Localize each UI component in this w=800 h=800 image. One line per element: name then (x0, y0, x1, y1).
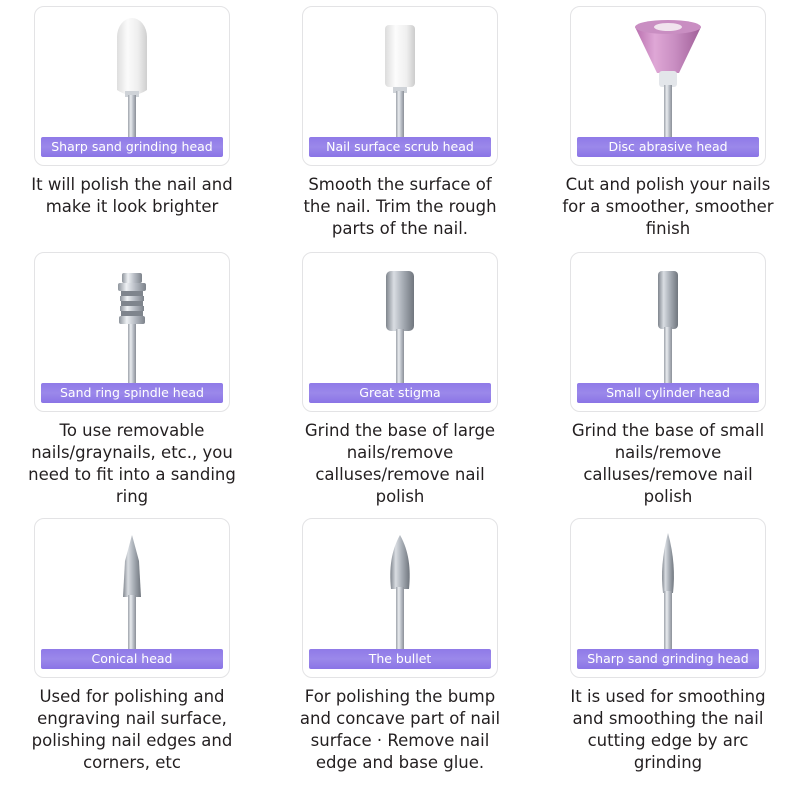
bit-label: Sharp sand grinding head (577, 649, 759, 669)
bit-label: Nail surface scrub head (309, 137, 491, 157)
bit-card[interactable] (302, 518, 498, 678)
bit-row (8, 518, 792, 774)
bit-label: The bullet (309, 649, 491, 669)
small-barrel-diamond-icon (613, 261, 723, 391)
bit-label: Sand ring spindle head (41, 383, 223, 403)
large-barrel-diamond-icon (345, 261, 455, 391)
bit-row (8, 252, 792, 508)
bit-description: Cut and polish your nails for a smoother, smoother finish (562, 175, 774, 238)
bit-cell (544, 6, 792, 240)
bit-cell (276, 518, 524, 774)
bit-card[interactable] (34, 252, 230, 412)
bit-cell (8, 518, 256, 774)
bit-description: For polishing the bump and concave part of nail surface · Remove nail edge and base glue. (299, 687, 501, 772)
bit-row (8, 6, 792, 240)
bullet-flame-diamond-icon (345, 527, 455, 657)
bit-label: Conical head (41, 649, 223, 669)
bit-label: Sharp sand grinding head (41, 137, 223, 157)
bit-description: Used for polishing and engraving nail surface, polishing nail edges and corners, etc (31, 687, 233, 772)
bit-card[interactable] (570, 6, 766, 166)
bit-card[interactable] (34, 518, 230, 678)
bit-cell (8, 6, 256, 240)
bit-cell (544, 518, 792, 774)
bit-cell (8, 252, 256, 508)
ribbed-spindle-metal-icon (77, 261, 187, 391)
bit-label: Great stigma (309, 383, 491, 403)
bit-card[interactable] (302, 252, 498, 412)
bit-card[interactable] (570, 518, 766, 678)
bit-description: To use removable nails/graynails, etc., you need to fit into a sanding ring (28, 421, 236, 506)
flat-cylinder-white-icon (345, 15, 455, 145)
bit-cell (276, 6, 524, 240)
bit-description: Grind the base of small nails/remove calluses/remove nail polish (571, 421, 765, 506)
bit-description: Smooth the surface of the nail. Trim the rough parts of the nail. (303, 175, 497, 238)
bit-card[interactable] (302, 6, 498, 166)
bit-description: It will polish the nail and make it look brighter (31, 175, 233, 216)
bit-cell (276, 252, 524, 508)
bit-card[interactable] (34, 6, 230, 166)
bit-cell (544, 252, 792, 508)
bit-description: Grind the base of large nails/remove calluses/remove nail polish (304, 421, 496, 506)
bit-label: Disc abrasive head (577, 137, 759, 157)
pink-cone-disc-icon (613, 15, 723, 145)
bit-description: It is used for smoothing and smoothing the nail cutting edge by arc grinding (570, 687, 766, 772)
bit-card[interactable] (570, 252, 766, 412)
tapered-cone-diamond-icon (77, 527, 187, 657)
rounded-cylinder-white-icon (77, 15, 187, 145)
bit-label: Small cylinder head (577, 383, 759, 403)
needle-flame-diamond-icon (613, 527, 723, 657)
